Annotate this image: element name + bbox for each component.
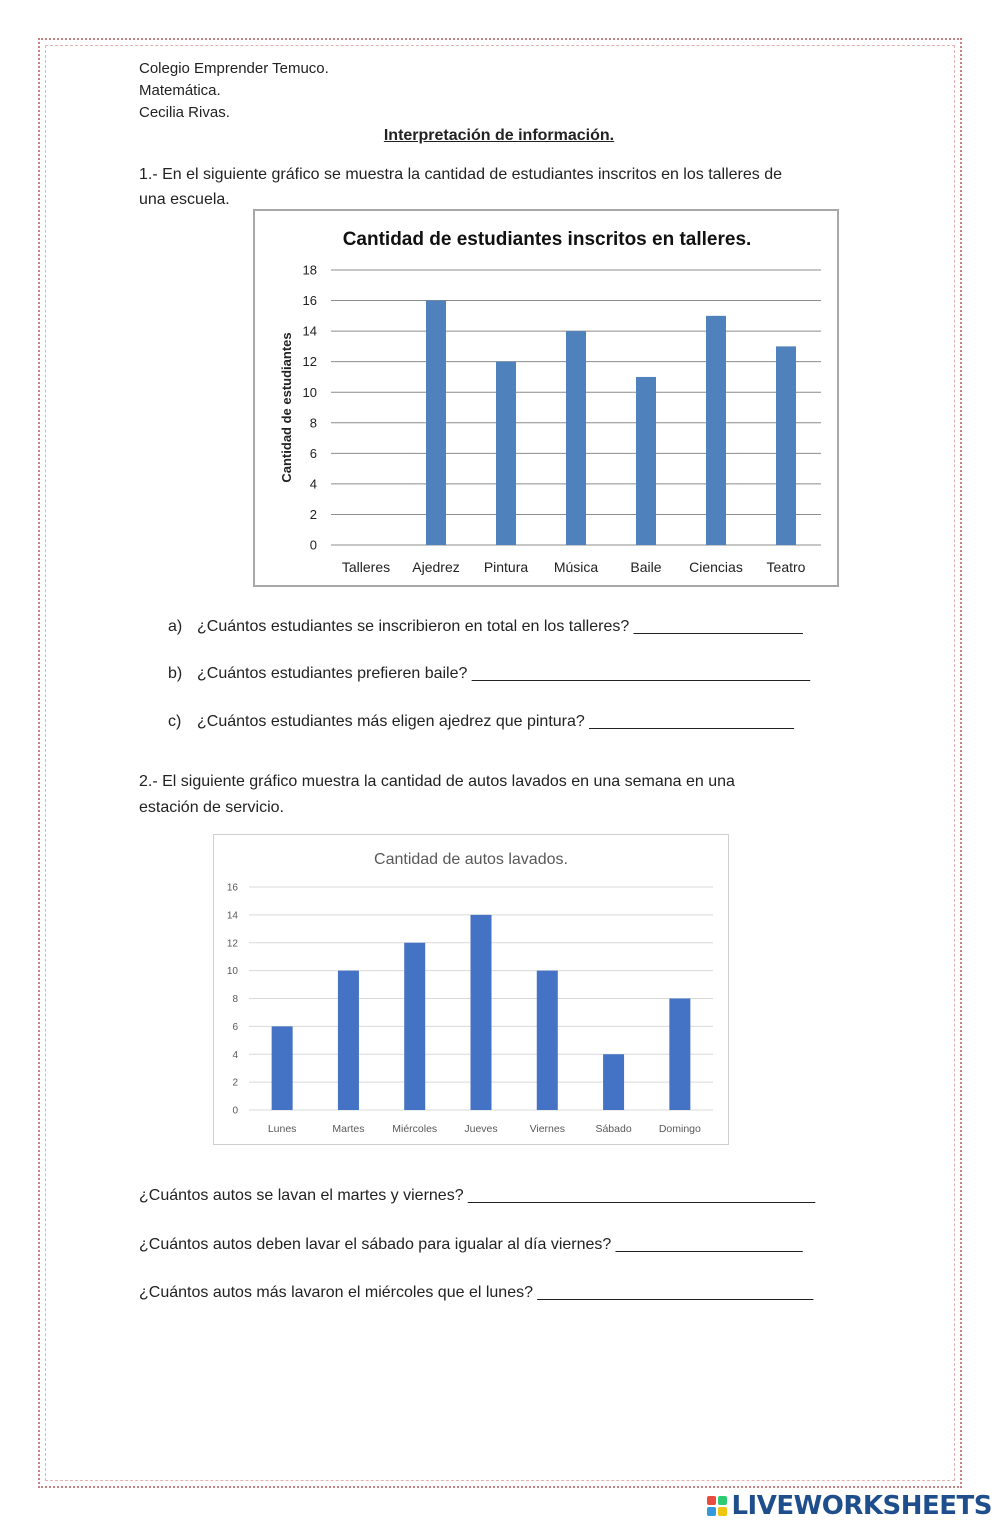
- page-title: Interpretación de información.: [383, 127, 615, 144]
- chart1-bar: [776, 346, 796, 545]
- chart1-y-tick-label: 16: [302, 293, 317, 309]
- chart2-category-label: Viernes: [529, 1123, 565, 1135]
- question-b-letter: b): [168, 665, 183, 682]
- chart1-y-tick-label: 8: [309, 415, 317, 431]
- question-2b[interactable]: ¿Cuántos autos deben lavar el sábado para igualar al día viernes? _____________________: [139, 1236, 803, 1253]
- chart2-bar: [404, 943, 425, 1110]
- chart2-bar: [338, 971, 359, 1110]
- chart-car-wash: [213, 834, 729, 1145]
- chart1-category-label: Baile: [630, 559, 662, 575]
- question-2a[interactable]: ¿Cuántos autos se lavan el martes y viernes? _______________________________________: [139, 1187, 816, 1204]
- watermark-text: LIVEWORKSHEETS: [731, 1491, 992, 1521]
- question-2c[interactable]: ¿Cuántos autos más lavaron el miércoles que el lunes? _______________________________: [139, 1284, 814, 1301]
- chart1-y-tick-label: 10: [302, 384, 317, 400]
- chart2-y-tick-label: 6: [232, 1021, 238, 1033]
- chart-workshops: [253, 209, 839, 587]
- question-a-letter: a): [168, 618, 183, 635]
- teacher-name: Cecilia Rivas.: [139, 104, 230, 121]
- chart2-bar: [537, 971, 558, 1110]
- chart1-y-tick-label: 4: [309, 476, 317, 492]
- chart2-bar: [272, 1026, 293, 1110]
- chart1-category-label: Ciencias: [689, 559, 743, 575]
- chart2-category-label: Miércoles: [392, 1123, 438, 1135]
- chart1-y-tick-label: 18: [302, 262, 317, 278]
- chart1-category-label: Teatro: [766, 559, 806, 575]
- chart2-y-tick-label: 16: [226, 882, 238, 894]
- section1-intro-line2: una escuela.: [139, 191, 230, 208]
- chart2-bar: [603, 1054, 624, 1110]
- chart2-category-label: Martes: [332, 1123, 365, 1135]
- section2-intro-line2: estación de servicio.: [139, 799, 284, 816]
- question-b[interactable]: ¿Cuántos estudiantes prefieren baile? ______________________________________: [197, 665, 810, 682]
- chart1-y-tick-label: 0: [309, 537, 317, 553]
- chart-car-wash-svg: [214, 835, 728, 1144]
- school-name: Colegio Emprender Temuco.: [139, 60, 329, 77]
- chart1-title: Cantidad de estudiantes inscritos en talleres.: [342, 229, 752, 250]
- chart1-y-tick-label: 6: [309, 445, 317, 461]
- chart-workshops-svg: [255, 211, 837, 585]
- chart1-y-tick-label: 2: [309, 506, 317, 522]
- chart1-category-label: Ajedrez: [412, 559, 460, 575]
- chart2-category-label: Domingo: [658, 1123, 701, 1135]
- chart1-y-axis-label: Cantidad de estudiantes: [279, 332, 294, 483]
- chart1-bar: [636, 377, 656, 545]
- chart2-title: Cantidad de autos lavados.: [374, 851, 568, 868]
- chart1-category-label: Talleres: [341, 559, 391, 575]
- section2-intro-line1: 2.- El siguiente gráfico muestra la cantidad de autos lavados en una semana en una: [139, 773, 735, 790]
- chart1-bar: [426, 301, 446, 545]
- chart1-category-label: Pintura: [483, 559, 529, 575]
- chart2-bar: [669, 999, 690, 1111]
- liveworksheets-logo-icon: [707, 1496, 727, 1516]
- chart2-y-tick-label: 14: [226, 910, 238, 922]
- chart2-category-label: Jueves: [464, 1123, 498, 1135]
- chart2-y-tick-label: 12: [226, 938, 238, 950]
- chart2-y-tick-label: 8: [232, 994, 238, 1005]
- chart1-bar: [566, 331, 586, 545]
- chart2-y-tick-label: 4: [232, 1049, 238, 1061]
- chart2-bar: [471, 915, 492, 1110]
- chart2-category-label: Lunes: [267, 1123, 297, 1135]
- chart2-y-tick-label: 0: [232, 1105, 238, 1117]
- chart1-bar: [496, 362, 516, 545]
- question-c-letter: c): [168, 713, 182, 730]
- chart1-bar: [706, 316, 726, 545]
- chart2-y-tick-label: 10: [226, 966, 238, 978]
- question-c[interactable]: ¿Cuántos estudiantes más eligen ajedrez que pintura? _______________________: [197, 713, 794, 730]
- chart1-y-tick-label: 12: [302, 354, 317, 370]
- liveworksheets-watermark: [707, 1492, 992, 1520]
- chart1-category-label: Música: [553, 559, 599, 575]
- section1-intro-line1: 1.- En el siguiente gráfico se muestra la cantidad de estudiantes inscritos en los talleres de: [139, 166, 783, 183]
- chart1-y-tick-label: 14: [302, 323, 317, 339]
- subject-name: Matemática.: [139, 82, 221, 99]
- chart2-y-tick-label: 2: [232, 1077, 238, 1089]
- chart2-category-label: Sábado: [595, 1123, 632, 1135]
- question-a[interactable]: ¿Cuántos estudiantes se inscribieron en total en los talleres? ___________________: [197, 618, 803, 635]
